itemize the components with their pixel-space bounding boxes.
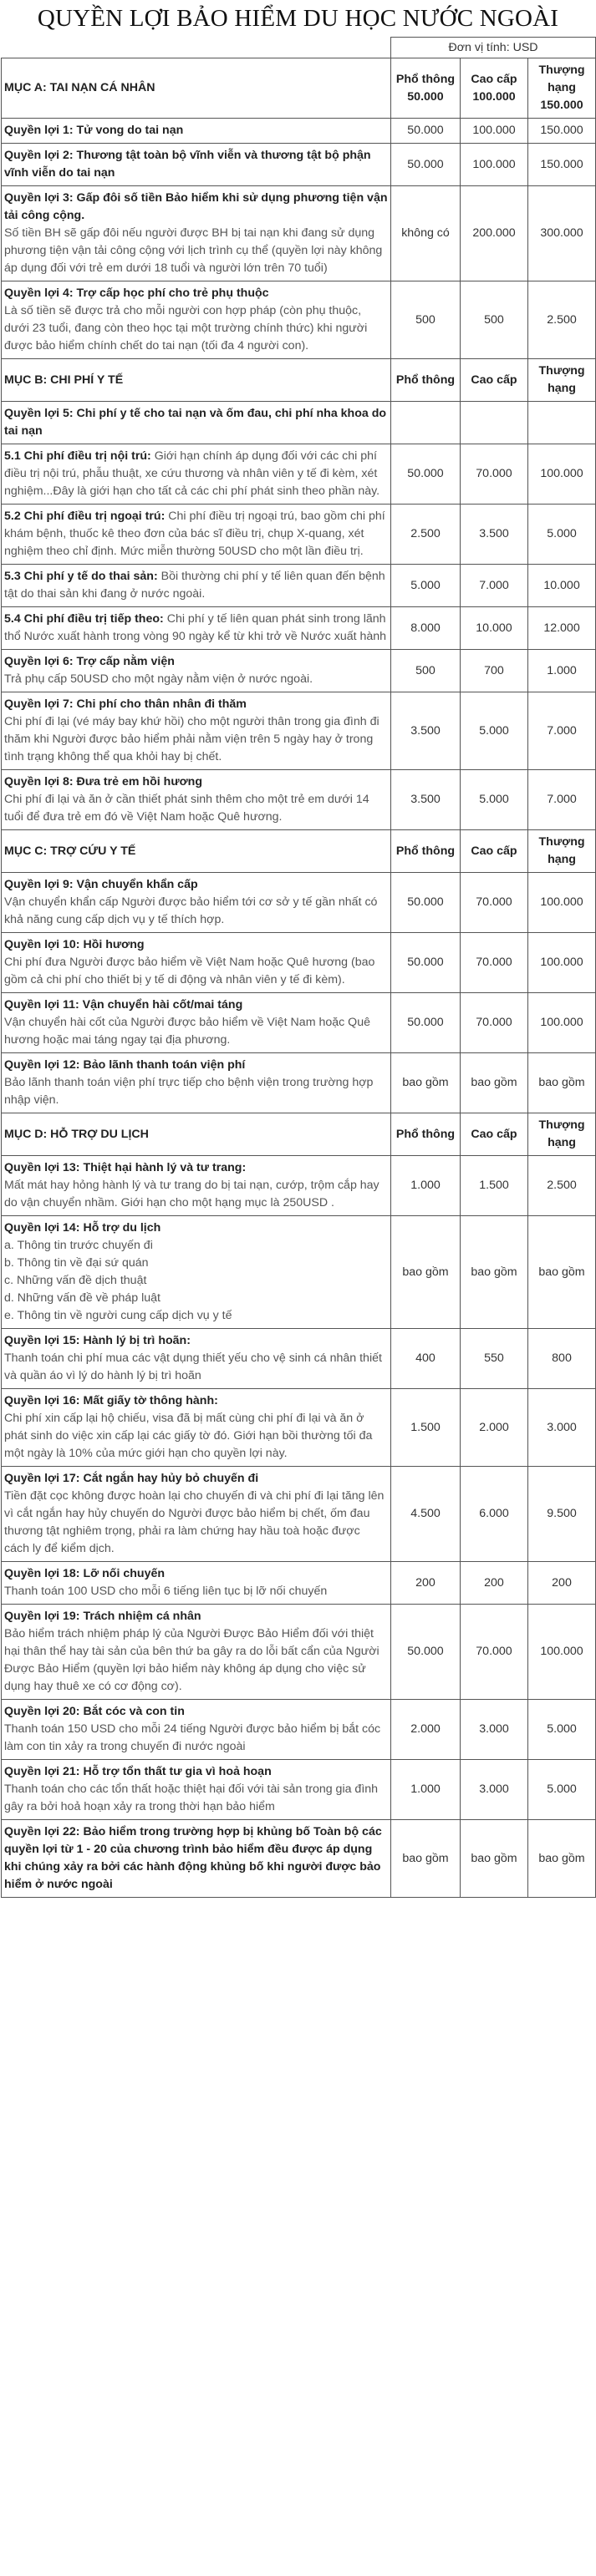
- section-header: [2, 1113, 596, 1156]
- benefit-value: 7.000: [461, 565, 528, 607]
- benefit-description: [2, 186, 391, 281]
- benefit-row: [2, 119, 596, 144]
- benefit-name: Quyền lợi 5: Chi phí y tế cho tai nạn và ốm đau, chi phí nha khoa do tai nạn: [4, 407, 387, 438]
- benefit-value: 1.000: [528, 650, 596, 692]
- benefit-value: 2.500: [528, 281, 596, 359]
- benefit-row: [2, 1389, 596, 1467]
- benefit-value: 1.500: [391, 1389, 461, 1467]
- benefit-value: 50.000: [391, 119, 461, 144]
- benefit-row: [2, 565, 596, 607]
- benefit-name: Quyền lợi 7: Chi phí cho thân nhân đi thăm: [4, 697, 247, 711]
- benefit-value: 70.000: [461, 873, 528, 933]
- benefit-value: 3.500: [391, 692, 461, 770]
- benefit-name: Quyền lợi 3: Gấp đôi số tiền Bảo hiểm khi sử dụng phương tiện vận tải công cộng.: [4, 191, 388, 222]
- benefit-description: [2, 650, 391, 692]
- benefit-detail: Thanh toán 100 USD cho mỗi 6 tiếng liên tục bị lỡ nối chuyến: [4, 1585, 328, 1598]
- benefit-description: [2, 1700, 391, 1760]
- benefit-value: 3.000: [528, 1389, 596, 1467]
- section-header: [2, 359, 596, 402]
- benefit-value: 550: [461, 1329, 528, 1389]
- benefit-name: Quyền lợi 4: Trợ cấp học phí cho trẻ phụ thuộc: [4, 287, 269, 300]
- benefit-value: 150.000: [528, 144, 596, 186]
- benefit-list-item: b. Thông tin về đại sứ quán: [4, 1256, 149, 1270]
- benefit-row: [2, 1053, 596, 1113]
- benefit-detail: Vận chuyển khẩn cấp Người được bảo hiểm tới cơ sở y tế gần nhất có khả năng cung cấp dịch vụ y tế thích hợp.: [4, 895, 378, 926]
- benefit-detail: Chi phí đưa Người được bảo hiểm về Việt Nam hoặc Quê hương (bao gồm cả chi phí cho thiết bị y tế di động và nhân viên y tế đi kèm).: [4, 956, 375, 986]
- plan-amount: 150.000: [540, 99, 583, 112]
- benefit-description: [2, 444, 391, 505]
- benefit-value: 3.000: [461, 1760, 528, 1820]
- benefit-value: 50.000: [391, 144, 461, 186]
- benefit-value: 50.000: [391, 933, 461, 993]
- benefit-row: [2, 402, 596, 444]
- benefit-list-item: c. Những vấn đề dịch thuật: [4, 1274, 147, 1287]
- benefit-detail: Thanh toán chi phí mua các vật dụng thiết yếu cho vệ sinh cá nhân thiết và quần áo vì lý do hành lý bị trì hoãn: [4, 1351, 382, 1382]
- benefit-detail: Vận chuyển hài cốt của Người được bảo hiểm về Việt Nam hoặc Quê hương hoặc mai táng ngay tại địa phương.: [4, 1016, 370, 1047]
- benefit-description: [2, 993, 391, 1053]
- benefit-value: bao gồm: [461, 1820, 528, 1898]
- benefit-detail: Bồi thường chi phí y tế liên quan đến bệnh tật do thai sản khi đang ở nước ngoài.: [4, 570, 385, 601]
- benefit-value: 200: [461, 1562, 528, 1605]
- benefit-name: Quyền lợi 22: Bảo hiểm trong trường hợp bị khủng bố Toàn bộ các quyền lợi từ 1 - 20 của chương trình bảo hiểm đều được áp dụng khi chúng xảy ra bởi các hành động khủng bố khi người được bảo hiểm ở nước ngoài: [4, 1825, 382, 1891]
- benefit-row: [2, 281, 596, 359]
- page-title: QUYỀN LỢI BẢO HIỂM DU HỌC NƯỚC NGOÀI: [37, 5, 559, 32]
- benefit-value: bao gồm: [528, 1053, 596, 1113]
- benefit-value: bao gồm: [391, 1053, 461, 1113]
- benefit-value: 100.000: [528, 993, 596, 1053]
- plan-header: [391, 58, 461, 119]
- benefit-value: 1.000: [391, 1760, 461, 1820]
- benefit-value: 500: [391, 281, 461, 359]
- benefit-description: [2, 1820, 391, 1898]
- benefit-value: 70.000: [461, 993, 528, 1053]
- unit-label: Đơn vị tính: USD: [391, 38, 596, 58]
- benefit-detail: Là số tiền sẽ được trả cho mỗi người con hợp pháp (còn phụ thuộc, dưới 23 tuổi, đang còn theo học tại một trường chính thức) khi người được bảo hiểm chính chết do tai nạn (tối đa 4 người con).: [4, 304, 368, 352]
- benefit-value: 5.000: [528, 1700, 596, 1760]
- benefit-value: 2.000: [461, 1389, 528, 1467]
- plan-header: Thượng hạng: [528, 1113, 596, 1156]
- section-title: MỤC A: TAI NẠN CÁ NHÂN: [2, 58, 391, 119]
- benefit-description: [2, 1467, 391, 1562]
- plan-header: Phổ thông: [391, 1113, 461, 1156]
- benefit-row: [2, 186, 596, 281]
- benefit-detail: Chi phí điều trị ngoại trú, bao gồm chi phí khám bệnh, thuốc kê theo đơn của bác sĩ điều trị, chụp X-quang, xét nghiệm theo chỉ định. Mức miễn thường 50USD cho một lần điều trị.: [4, 510, 385, 558]
- benefit-value: 200.000: [461, 186, 528, 281]
- benefit-value: 100.000: [528, 933, 596, 993]
- benefit-name: Quyền lợi 14: Hỗ trợ du lịch: [4, 1221, 161, 1235]
- benefit-name: Quyền lợi 15: Hành lý bị trì hoãn:: [4, 1334, 191, 1347]
- benefit-name: Quyền lợi 21: Hỗ trợ tổn thất tư gia vì hoả hoạn: [4, 1765, 272, 1778]
- benefit-description: [2, 1053, 391, 1113]
- benefit-description: [2, 1605, 391, 1700]
- benefit-value: 6.000: [461, 1467, 528, 1562]
- benefit-value: 3.500: [461, 505, 528, 565]
- benefits-table: [1, 37, 596, 1898]
- benefit-value: 2.500: [391, 505, 461, 565]
- benefit-value: 5.000: [461, 692, 528, 770]
- benefit-value: 7.000: [528, 770, 596, 830]
- benefit-row: [2, 1562, 596, 1605]
- plan-header: Phổ thông: [391, 830, 461, 873]
- plan-header: Cao cấp: [461, 1113, 528, 1156]
- benefit-description: [2, 1156, 391, 1216]
- benefit-value: 2.000: [391, 1700, 461, 1760]
- benefit-label: 5.4 Chi phí điều trị tiếp theo:: [4, 612, 164, 626]
- benefit-row: [2, 993, 596, 1053]
- benefit-value: 800: [528, 1329, 596, 1389]
- benefit-value: 1.500: [461, 1156, 528, 1216]
- benefit-value: 400: [391, 1329, 461, 1389]
- benefit-value: 100.000: [528, 1605, 596, 1700]
- plan-header: Cao cấp: [461, 359, 528, 402]
- benefit-row: [2, 1820, 596, 1898]
- benefit-detail: Thanh toán cho các tổn thất hoặc thiệt hại đối với tài sản trong gia đình gây ra bởi hoả hoạn xảy ra trong thời hạn bảo hiểm: [4, 1782, 379, 1813]
- benefit-value: bao gồm: [461, 1216, 528, 1329]
- benefit-value: bao gồm: [528, 1820, 596, 1898]
- benefit-detail: Mất mát hay hỏng hành lý và tư trang do bị tai nạn, cướp, trộm cắp hay do vận chuyển nhầm. Giới hạn cho một hạng mục là 250USD .: [4, 1179, 380, 1209]
- benefit-value: [528, 402, 596, 444]
- benefit-description: [2, 873, 391, 933]
- benefit-detail: Chi phí đi lại và ăn ở cần thiết phát sinh thêm cho một trẻ em dưới 14 tuổi để đưa trẻ em đó về Việt Nam hoặc Quê hương.: [4, 793, 369, 824]
- plan-header: Thượng hạng: [528, 359, 596, 402]
- benefit-value: 70.000: [461, 933, 528, 993]
- benefit-list-item: e. Thông tin về người cung cấp dịch vụ y tế: [4, 1309, 232, 1322]
- benefit-row: [2, 1216, 596, 1329]
- benefit-value: 150.000: [528, 119, 596, 144]
- benefit-detail: Giới hạn chính áp dụng đối với các chi phí điều trị nội trú, phẫu thuật, xe cứu thương và nhân viên y tế đi kèm, xét nghiệm...Đây là giới hạn cho tất cả các chi phí phát sinh theo phần này.: [4, 449, 380, 498]
- benefit-value: 50.000: [391, 873, 461, 933]
- unit-spacer: [2, 38, 391, 58]
- benefit-name: Quyền lợi 1: Tử vong do tai nạn: [4, 124, 184, 137]
- benefit-value: bao gồm: [461, 1053, 528, 1113]
- benefit-row: [2, 650, 596, 692]
- plan-header: [461, 58, 528, 119]
- benefit-value: 5.000: [461, 770, 528, 830]
- benefit-detail: Bảo lãnh thanh toán viện phí trực tiếp cho bệnh viện trong trường hợp nhập viện.: [4, 1076, 374, 1107]
- benefit-value: 700: [461, 650, 528, 692]
- benefit-name: Quyền lợi 11: Vận chuyển hài cốt/mai táng: [4, 998, 243, 1012]
- benefit-row: [2, 692, 596, 770]
- unit-row: [2, 38, 596, 58]
- plan-header: [528, 58, 596, 119]
- benefit-description: [2, 607, 391, 650]
- benefit-description: [2, 1760, 391, 1820]
- benefit-value: 50.000: [391, 444, 461, 505]
- benefit-row: [2, 1156, 596, 1216]
- benefit-list-item: d. Những vấn đề về pháp luật: [4, 1291, 160, 1305]
- plan-name: Thượng hạng: [538, 63, 585, 94]
- benefit-description: [2, 402, 391, 444]
- benefit-name: Quyền lợi 18: Lỡ nối chuyến: [4, 1567, 166, 1580]
- benefit-name: Quyền lợi 19: Trách nhiệm cá nhân: [4, 1610, 201, 1623]
- benefit-row: [2, 505, 596, 565]
- benefit-description: [2, 770, 391, 830]
- benefit-label: 5.2 Chi phí điều trị ngoại trú:: [4, 510, 166, 523]
- benefit-value: [391, 402, 461, 444]
- benefit-label: 5.3 Chi phí y tế do thai sản:: [4, 570, 158, 583]
- benefit-description: [2, 281, 391, 359]
- benefit-description: [2, 692, 391, 770]
- benefit-detail: Tiền đặt cọc không được hoàn lại cho chuyến đi và chi phí đi lại tăng lên vì cắt ngắn hay hủy chuyến do Người được bảo hiểm bị chết, ốm đau thương tật nghiêm trọng, phải ra làm chứng hay hầu toà hoặc được cách ly để kiểm dịch.: [4, 1489, 385, 1555]
- benefit-value: 100.000: [461, 119, 528, 144]
- benefit-value: 12.000: [528, 607, 596, 650]
- benefit-label: 5.1 Chi phí điều trị nội trú:: [4, 449, 151, 463]
- plan-amount: 50.000: [407, 89, 444, 104]
- plan-header: Phổ thông: [391, 359, 461, 402]
- benefit-value: 5.000: [528, 1760, 596, 1820]
- benefit-name: Quyền lợi 16: Mất giấy tờ thông hành:: [4, 1394, 218, 1407]
- benefit-value: 3.500: [391, 770, 461, 830]
- benefit-row: [2, 607, 596, 650]
- benefit-detail: Số tiền BH sẽ gấp đôi nếu người được BH bị tai nạn khi đang sử dụng phương tiện vận tải công cộng với lịch trình cụ thể (quyền lợi này không áp dụng đối với trẻ em dưới 18 tuổi và người lớn trên 70 tuổi): [4, 226, 383, 275]
- benefit-description: [2, 1216, 391, 1329]
- benefit-value: 100.000: [528, 444, 596, 505]
- benefit-row: [2, 444, 596, 505]
- benefit-value: 10.000: [528, 565, 596, 607]
- benefit-value: 100.000: [528, 873, 596, 933]
- benefit-value: 4.500: [391, 1467, 461, 1562]
- benefit-name: Quyền lợi 2: Thương tật toàn bộ vĩnh viễn và thương tật bộ phận vĩnh viễn do tai nạn: [4, 149, 371, 180]
- benefit-value: 300.000: [528, 186, 596, 281]
- benefit-name: Quyền lợi 8: Đưa trẻ em hồi hương: [4, 775, 203, 789]
- benefit-detail: Thanh toán 150 USD cho mỗi 24 tiếng Người được bảo hiểm bị bắt cóc làm con tin xảy ra trong chuyến đi nước ngoài: [4, 1722, 381, 1753]
- benefit-value: 500: [461, 281, 528, 359]
- benefit-value: [461, 402, 528, 444]
- benefit-value: 50.000: [391, 1605, 461, 1700]
- benefit-value: 200: [528, 1562, 596, 1605]
- benefit-name: Quyền lợi 9: Vận chuyển khẩn cấp: [4, 878, 198, 891]
- benefit-description: [2, 144, 391, 186]
- benefit-value: 70.000: [461, 1605, 528, 1700]
- benefit-detail: Trả phụ cấp 50USD cho một ngày nằm viện ở nước ngoài.: [4, 672, 313, 686]
- section-header: [2, 830, 596, 873]
- plan-amount: 100.000: [472, 89, 516, 104]
- plan-name: Phổ thông: [395, 72, 456, 86]
- benefit-value: bao gồm: [528, 1216, 596, 1329]
- section-title: MỤC D: HỖ TRỢ DU LỊCH: [2, 1113, 391, 1156]
- benefit-description: [2, 933, 391, 993]
- benefit-value: bao gồm: [391, 1216, 461, 1329]
- benefit-detail: Chi phí đi lại (vé máy bay khứ hồi) cho một người thân trong gia đình đi thăm khi Người được bảo hiểm phải nằm viện trên 5 ngày hay ở trong tình trạng không thể qua khỏi hay bị chết.: [4, 715, 380, 763]
- benefit-name: Quyền lợi 17: Cắt ngắn hay hủy bỏ chuyến đi: [4, 1472, 259, 1485]
- benefit-detail: Chi phí y tế liên quan phát sinh trong lãnh thổ Nước xuất hành trong vòng 90 ngày kể từ khi trở về Nước xuất hành: [4, 612, 387, 643]
- benefit-value: 8.000: [391, 607, 461, 650]
- benefit-value: 5.000: [391, 565, 461, 607]
- benefit-row: [2, 770, 596, 830]
- benefit-name: Quyền lợi 10: Hồi hương: [4, 938, 145, 951]
- benefit-name: Quyền lợi 12: Bảo lãnh thanh toán viện phí: [4, 1058, 246, 1072]
- benefit-list-item: a. Thông tin trước chuyến đi: [4, 1239, 153, 1252]
- benefit-value: 50.000: [391, 993, 461, 1053]
- benefit-description: [2, 1389, 391, 1467]
- benefit-value: 200: [391, 1562, 461, 1605]
- benefit-value: 2.500: [528, 1156, 596, 1216]
- benefit-value: 100.000: [461, 144, 528, 186]
- section-header: [2, 58, 596, 119]
- benefit-description: [2, 505, 391, 565]
- benefit-detail: Chi phí xin cấp lại hộ chiếu, visa đã bị mất cùng chi phí đi lại và ăn ở phát sinh do việc xin cấp lại các giấy tờ đó. Giới hạn bồi thường tối đa một ngày là 10% của mức giới hạn cho quyền lợi này.: [4, 1412, 373, 1460]
- benefit-value: 500: [391, 650, 461, 692]
- benefit-row: [2, 1329, 596, 1389]
- benefit-row: [2, 1467, 596, 1562]
- plan-name: Cao cấp: [471, 72, 517, 86]
- benefit-row: [2, 1760, 596, 1820]
- benefit-description: [2, 1329, 391, 1389]
- benefit-value: 7.000: [528, 692, 596, 770]
- benefit-value: 10.000: [461, 607, 528, 650]
- benefit-value: 5.000: [528, 505, 596, 565]
- benefit-name: Quyền lợi 6: Trợ cấp nằm viện: [4, 655, 175, 668]
- benefit-description: [2, 1562, 391, 1605]
- benefit-name: Quyền lợi 13: Thiệt hại hành lý và tư trang:: [4, 1161, 247, 1174]
- benefit-description: [2, 119, 391, 144]
- benefit-value: 9.500: [528, 1467, 596, 1562]
- benefit-row: [2, 933, 596, 993]
- benefit-description: [2, 565, 391, 607]
- section-title: MỤC C: TRỢ CỨU Y TẾ: [2, 830, 391, 873]
- benefit-value: 70.000: [461, 444, 528, 505]
- benefit-row: [2, 873, 596, 933]
- benefit-value: 3.000: [461, 1700, 528, 1760]
- benefit-name: Quyền lợi 20: Bắt cóc và con tin: [4, 1705, 185, 1718]
- plan-header: Thượng hạng: [528, 830, 596, 873]
- benefit-value: bao gồm: [391, 1820, 461, 1898]
- benefit-row: [2, 1700, 596, 1760]
- benefit-detail: Bảo hiểm trách nhiệm pháp lý của Người Được Bảo Hiểm đối với thiệt hại thân thể hay tài sản của bên thứ ba gây ra do lỗi bất cẩn của Người Được Bảo Hiểm (quyền lợi bảo hiểm này không áp dụng cho việc sử dụng hay thuê xe có cơ động cơ).: [4, 1627, 380, 1693]
- benefit-row: [2, 1605, 596, 1700]
- benefit-value: 1.000: [391, 1156, 461, 1216]
- section-title: MỤC B: CHI PHÍ Y TẾ: [2, 359, 391, 402]
- plan-header: Cao cấp: [461, 830, 528, 873]
- benefit-value: không có: [391, 186, 461, 281]
- benefit-row: [2, 144, 596, 186]
